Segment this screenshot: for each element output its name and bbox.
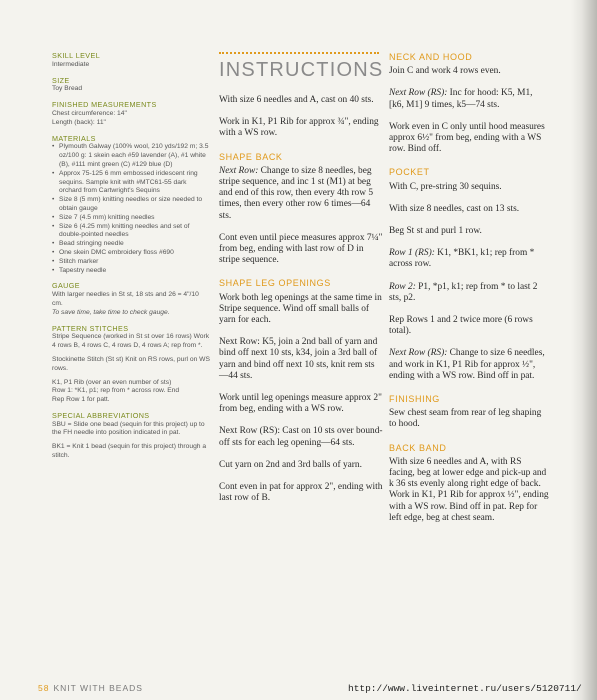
instruction-paragraph: With size 8 needles, cast on 13 sts. xyxy=(389,203,520,214)
instruction-paragraph: Cont even until piece measures approx 7¼" from beg, ending with last row of D in stripe sequence. xyxy=(219,232,383,266)
instructions-column xyxy=(219,52,383,515)
finished-line: Chest circumference: 14" xyxy=(52,109,127,117)
material-item: • Approx 75-125 6 mm embossed iridescent ring sequins. Sample knit with #MTC61-55 dark orchard from Cartwright's Sequins xyxy=(59,170,210,196)
shape-back-heading: SHAPE BACK xyxy=(219,151,283,162)
instruction-paragraph xyxy=(389,348,549,382)
book-title: KNIT WITH BEADS xyxy=(53,683,143,693)
row-text: K1, *BK1, k1; rep from * across row. xyxy=(389,248,535,270)
row-text: P1, *p1, k1; rep from * to last 2 sts, p2. xyxy=(389,281,538,303)
finished-heading: FINISHED MEASUREMENTS xyxy=(52,100,157,110)
sbu-definition: SBU = Slide one bead (sequin for this project) up to the FH needle into position indicated in pat. xyxy=(52,420,205,437)
instruction-paragraph: With size 6 needles and A, with RS facing, beg at lower edge and pick-up and k 36 sts evenly along right edge of back. Work in K1, P1 Rib for approx ½", ending with a WS row. Bind off in pat. Rep for left edge, beg at chest seam. xyxy=(389,456,549,523)
material-item: • Plymouth Galway (100% wool, 210 yds/192 m; 3.5 oz/100 g: 1 skein each #59 lavender (A), #1 white (B), #111 mint green (C) #129 blue (D) xyxy=(59,143,210,169)
watermark-url: http://www.liveinternet.ru/users/5120711/ xyxy=(348,683,582,694)
instruction-paragraph: With size 6 needles and A, cast on 40 sts. xyxy=(219,95,374,105)
instruction-paragraph: With C, pre-string 30 sequins. xyxy=(389,181,502,192)
instruction-paragraph: Work even in C only until hood measures approx 6½" from beg, ending with a WS row. Bind off. xyxy=(389,121,545,155)
material-item: • Size 6 (4.25 mm) knitting needles and set of double-pointed needles xyxy=(59,223,210,241)
stockinette-stitch: Stockinette Stitch (St st) Knit on RS rows, purl on WS rows. xyxy=(52,355,210,372)
instruction-paragraph xyxy=(219,166,383,222)
rib-row: Row 1: *K1, p1; rep from * across row. End xyxy=(52,387,180,395)
materials-list xyxy=(52,143,210,275)
page-title: INSTRUCTIONS xyxy=(219,59,384,81)
instructions-column-right xyxy=(389,52,549,535)
pocket-heading: POCKET xyxy=(389,167,430,178)
bk1-definition: BK1 = Knit 1 bead (sequin for this project) through a stitch. xyxy=(52,443,207,460)
rib-definition: K1, P1 Rib (over an even number of sts) xyxy=(52,378,172,386)
instruction-paragraph: Work in K1, P1 Rib for approx ¾", ending with a WS row. xyxy=(219,117,379,139)
skill-level-value: Intermediate xyxy=(52,60,90,68)
instruction-paragraph: Cont even in pat for approx 2", ending with last row of B. xyxy=(219,482,383,504)
special-abbrev-heading: SPECIAL ABBREVIATIONS xyxy=(52,410,150,420)
material-item: • One skein DMC embroidery floss #690 xyxy=(59,249,210,258)
back-band-heading: BACK BAND xyxy=(389,442,447,453)
finishing-heading: FINISHING xyxy=(389,394,440,405)
skill-level-heading: SKILL LEVEL xyxy=(52,51,101,60)
instruction-paragraph xyxy=(389,248,549,270)
title-rule xyxy=(219,52,379,54)
row-text: Change to size 6 needles, and work in K1, P1 Rib for approx ½", ending with a WS row. Bind off in pat. xyxy=(389,348,545,381)
instruction-paragraph: Sew chest seam from rear of leg shaping to hood. xyxy=(389,408,542,430)
gauge-note: To save time, take time to check gauge. xyxy=(52,308,170,316)
size-heading: SIZE xyxy=(52,75,70,85)
finished-line: Length (back): 11" xyxy=(52,118,106,126)
row-label: Next Row (RS): xyxy=(389,348,448,359)
specs-column xyxy=(52,52,210,461)
instruction-paragraph: Beg St st and purl 1 row. xyxy=(389,226,482,237)
gauge-line: With larger needles in St st, 18 sts and 26 = 4"/10 cm. xyxy=(52,291,199,307)
page-footer xyxy=(38,683,143,693)
pattern-stitches-heading: PATTERN STITCHES xyxy=(52,323,129,333)
instruction-paragraph: Work until leg openings measure approx 2" from beg, ending with a WS row. xyxy=(219,393,382,415)
stripe-sequence: Stripe Sequence (worked in St st over 16 rows) Work 4 rows B, 4 rows C, 4 rows D, 4 rows A; rep from *. xyxy=(52,333,210,350)
neck-hood-heading: NECK AND HOOD xyxy=(389,52,473,62)
instruction-paragraph: Cut yarn on 2nd and 3rd balls of yarn. xyxy=(219,459,362,470)
row-text: Change to size 8 needles, beg stripe sequence, and inc 1 st (M1) at beg and end of this row, then every 4th row 5 times, then every other row 6 times—64 sts. xyxy=(219,165,374,221)
material-item: • Stitch marker xyxy=(59,258,210,267)
instruction-paragraph: Join C and work 4 rows even. xyxy=(389,66,501,77)
instruction-paragraph xyxy=(389,88,549,110)
instruction-paragraph: Rep Rows 1 and 2 twice more (6 rows total). xyxy=(389,315,533,337)
materials-heading: MATERIALS xyxy=(52,133,96,143)
row-label: Next Row (RS): xyxy=(389,88,448,99)
page-number: 58 xyxy=(38,683,50,693)
instruction-paragraph: Next Row: K5, join a 2nd ball of yarn and bind off next 10 sts, k34, join a 3rd ball of yarn and bind off next 10 sts, knit rem sts—44 sts. xyxy=(219,337,378,381)
instruction-paragraph: Work both leg openings at the same time in Stripe sequence. Wind off small balls of yarn for each. xyxy=(219,292,382,326)
row-label: Row 1 (RS): xyxy=(389,248,435,259)
gauge-heading: GAUGE xyxy=(52,281,80,291)
book-spine-shadow xyxy=(571,0,597,700)
size-value: Toy Bread xyxy=(52,85,83,93)
row-text: Inc for hood: K5, M1, [k6, M1] 9 times, k5—74 sts. xyxy=(389,88,533,110)
shape-leg-heading: SHAPE LEG OPENINGS xyxy=(219,278,331,289)
row-label: Row 2: xyxy=(389,281,416,292)
material-item: • Tapestry needle xyxy=(59,267,210,276)
material-item: • Bead stringing needle xyxy=(59,240,210,249)
instruction-paragraph: Next Row (RS): Cast on 10 sts over bound-off sts for each leg opening—64 sts. xyxy=(219,426,383,448)
material-item: • Size 8 (5 mm) knitting needles or size needed to obtain gauge xyxy=(59,196,210,214)
row-label: Next Row: xyxy=(219,165,259,176)
material-item: • Size 7 (4.5 mm) knitting needles xyxy=(59,214,210,223)
instruction-paragraph xyxy=(389,282,549,304)
rib-repeat: Rep Row 1 for patt. xyxy=(52,396,110,404)
